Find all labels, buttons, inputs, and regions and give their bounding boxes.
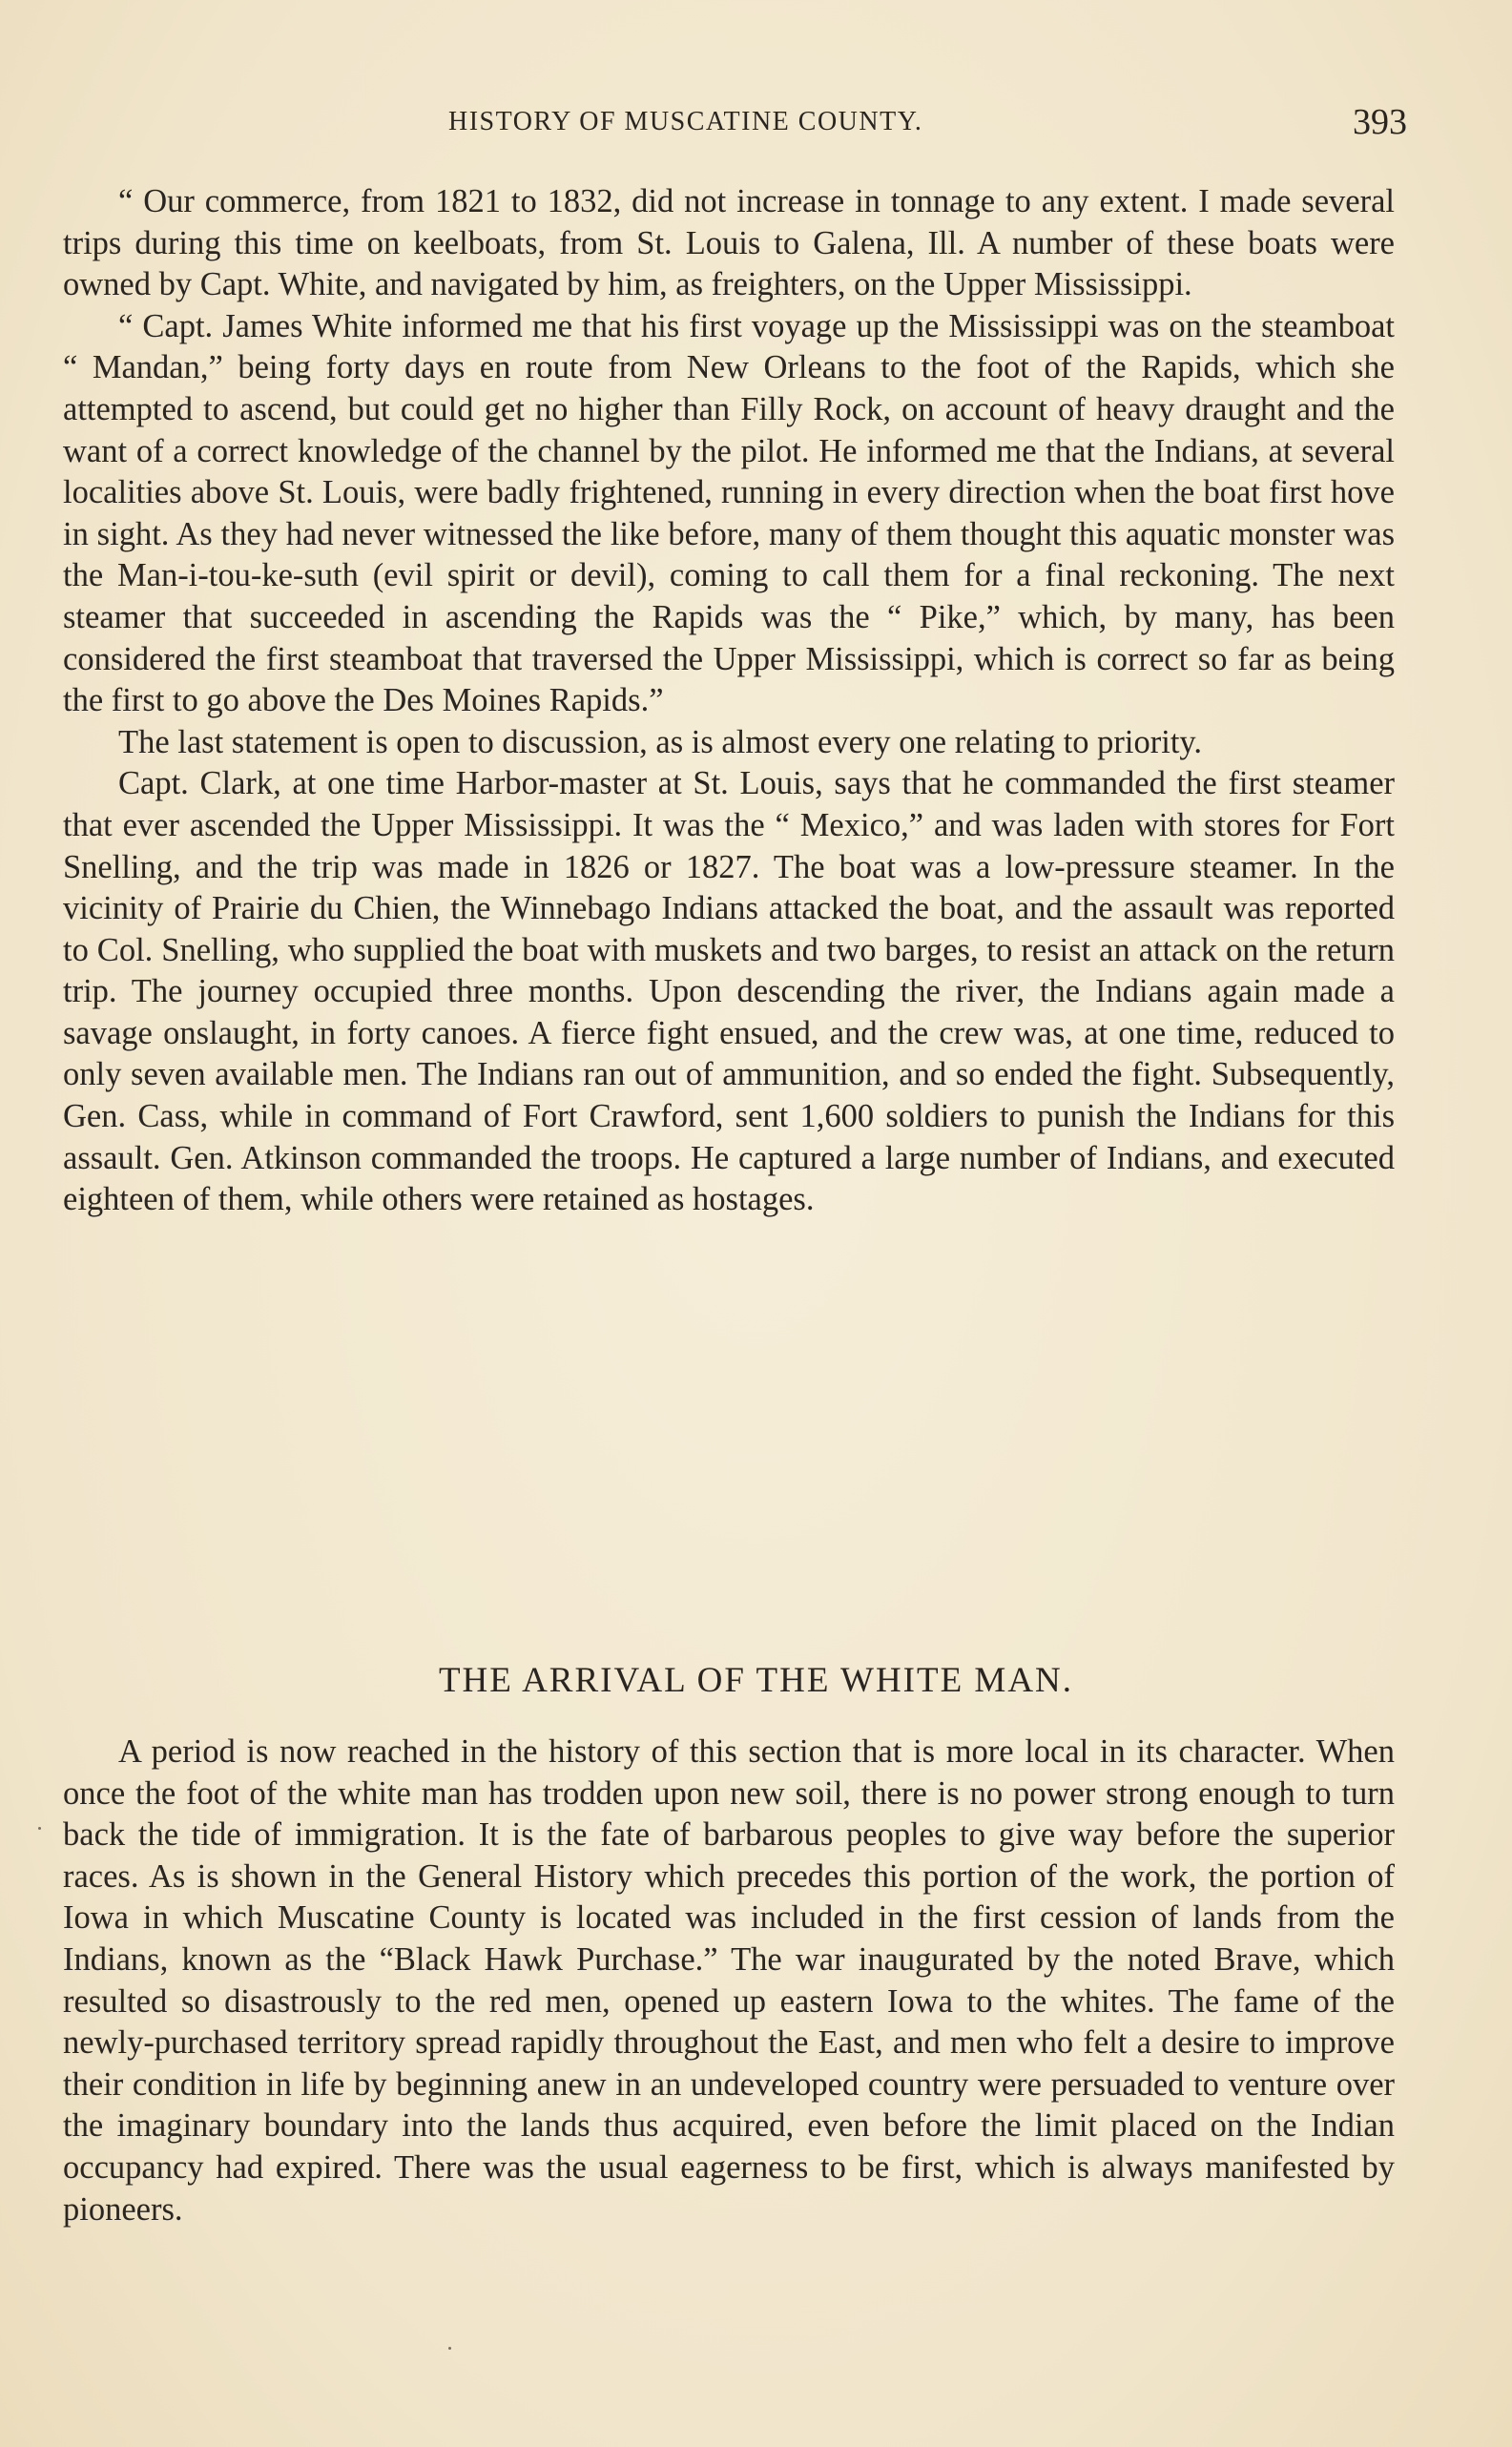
section-heading: THE ARRIVAL OF THE WHITE MAN. [438, 1661, 1074, 1700]
paragraph: A period is now reached in the history of this section that is more local in its character. When once the foot of the white man has trodden upon new soil, there is no power strong enough to turn back the tide of immigration. It is the fate of barbarous peoples to give way before the superior races. As is shown in the General History which precedes this portion of the work, the portion of Iowa in which Muscatine County is located was included in the first cession of lands from the Indians, known as the “Black Hawk Purchase.” The war inaugurated by the noted Brave, which resulted so disastrously to the red men, opened up eastern Iowa to the whites. The fame of the newly-purchased territory spread rapidly throughout the East, and men who felt a desire to improve their condition in life by beginning anew in an undeveloped country were persuaded to venture over the imaginary boundary into the lands thus acquired, even before the limit placed on the Indian occupancy had expired. There was the usual eagerness to be first, which is always manifested by pioneers. [63, 1733, 1395, 2228]
running-title: HISTORY OF MUSCATINE COUNTY. [448, 107, 923, 136]
body-text-section-2 [63, 1732, 1395, 2230]
print-speck [448, 2347, 451, 2350]
running-head [0, 102, 1512, 145]
page-number: 393 [1353, 102, 1407, 142]
paragraph: Capt. Clark, at one time Harbor-master at St. Louis, says that he commanded the first steamer that ever ascended the Upper Mississippi. It was the “ Mexico,” and was laden with stores for Fort Snelling, and the trip was made in 1826 or 1827. The boat was a low-pressure steamer. In the vicinity of Prairie du Chien, the Winnebago Indians attacked the boat, and the assault was reported to Col. Snelling, who supplied the boat with muskets and two barges, to resist an attack on the return trip. The journey occupied three months. Upon descending the river, the Indians again made a savage onslaught, in forty canoes. A fierce fight ensued, and the crew was, at one time, reduced to only seven available men. The Indians ran out of ammunition, and so ended the fight. Subsequently, Gen. Cass, while in command of Fort Crawford, sent 1,600 soldiers to punish the Indians for this assault. Gen. Atkinson commanded the troops. He captured a large number of Indians, and executed eighteen of them, while others were retained as hostages. [63, 765, 1395, 1218]
paragraph: “ Our commerce, from 1821 to 1832, did not increase in tonnage to any extent. I made several trips during this time on keelboats, from St. Louis to Galena, Ill. A number of these boats were owned by Capt. White, and navigated by him, as freighters, on the Upper Mississippi. [63, 183, 1395, 303]
paragraph: The last statement is open to discussion, as is almost every one relating to priority. [118, 723, 1203, 760]
print-speck [38, 1827, 41, 1830]
body-text-section-1 [63, 181, 1395, 1221]
paragraph: “ Capt. James White informed me that his first voyage up the Mississippi was on the steamboat “ Mandan,” being forty days en route from New Orleans to the foot of the Rapids, which she attempted to ascend, but could get no higher than Filly Rock, on account of heavy draught and the want of a correct knowledge of the channel by the pilot. He informed me that the Indians, at several localities above St. Louis, were badly frightened, running in every direction when the boat first hove in sight. As they had never witnessed the like before, many of them thought this aquatic monster was the Man-i-tou-ke-suth (evil spirit or devil), coming to call them for a final reckoning. The next steamer that succeeded in ascending the Rapids was the “ Pike,” which, by many, has been considered the first steamboat that traversed the Upper Mississippi, which is correct so far as being the first to go above the Des Moines Rapids.” [63, 307, 1395, 719]
